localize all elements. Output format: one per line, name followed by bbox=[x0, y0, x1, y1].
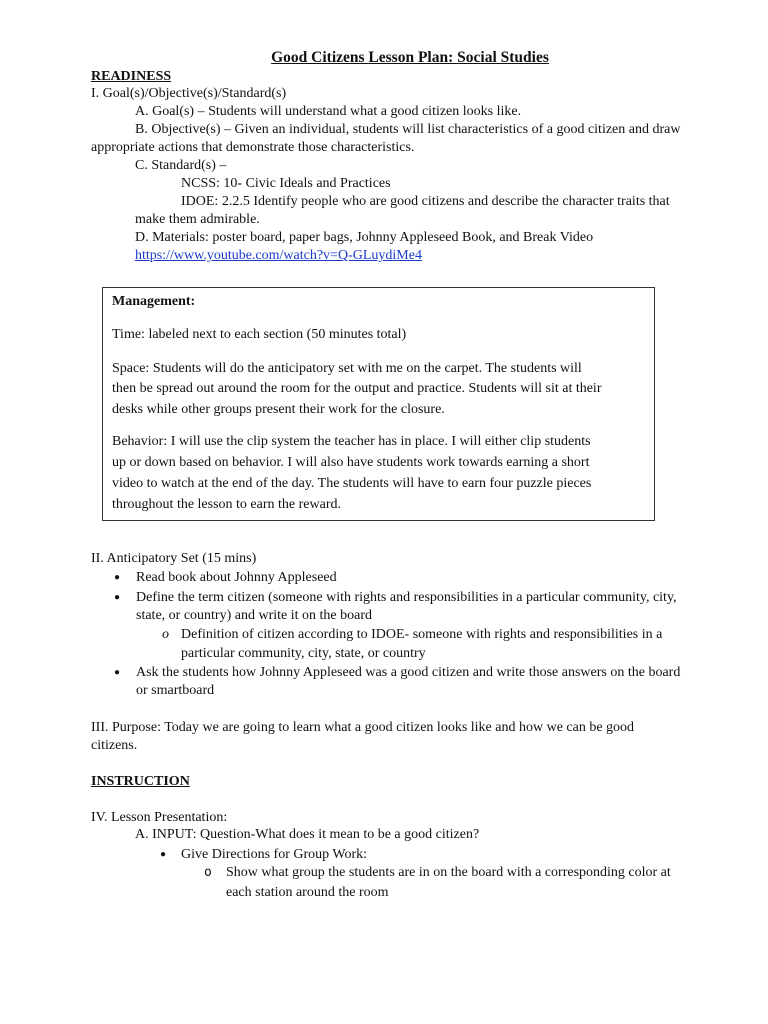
anticipatory-header: II. Anticipatory Set (15 mins) bbox=[91, 551, 257, 566]
management-behavior-line4: throughout the lesson to earn the reward. bbox=[112, 497, 341, 512]
objective-b-line1: B. Objective(s) – Given an individual, students will list characteristics of a good citizen and draw bbox=[135, 122, 681, 137]
bullet-icon: ● bbox=[114, 667, 121, 678]
lesson-presentation-header: IV. Lesson Presentation: bbox=[91, 810, 228, 825]
instruction-heading: INSTRUCTION bbox=[91, 774, 190, 789]
ncss-standard: NCSS: 10- Civic Ideals and Practices bbox=[181, 176, 391, 191]
idoe-standard-line1: IDOE: 2.2.5 Identify people who are good citizens and describe the character traits that bbox=[181, 194, 670, 209]
readiness-heading: READINESS bbox=[91, 69, 172, 84]
management-heading: Management: bbox=[112, 294, 196, 309]
instruction-sub-line2: each station around the room bbox=[226, 885, 389, 900]
management-behavior-line1: Behavior: I will use the clip system the teacher has in place. I will either clip students bbox=[112, 434, 591, 449]
instruction-sub-line1: Show what group the students are in on the board with a corresponding color at bbox=[226, 865, 671, 880]
management-box bbox=[102, 287, 655, 521]
page-title: Good Citizens Lesson Plan: Social Studies bbox=[271, 49, 549, 66]
objective-b-line2: appropriate actions that demonstrate those characteristics. bbox=[91, 140, 415, 155]
management-behavior-line3: video to watch at the end of the day. The students will have to earn four puzzle pieces bbox=[112, 476, 592, 491]
anticipatory-bullet1: Read book about Johnny Appleseed bbox=[136, 570, 337, 585]
input-question: A. INPUT: Question-What does it mean to be a good citizen? bbox=[135, 827, 480, 842]
materials: D. Materials: poster board, paper bags, Johnny Appleseed Book, and Break Video bbox=[135, 230, 594, 245]
goal-a: A. Goal(s) – Students will understand what a good citizen looks like. bbox=[135, 104, 522, 119]
purpose-line2: citizens. bbox=[91, 738, 138, 753]
anticipatory-bullet3-line1: Ask the students how Johnny Appleseed was a good citizen and write those answers on the board bbox=[136, 665, 681, 680]
management-time: Time: labeled next to each section (50 minutes total) bbox=[112, 327, 407, 342]
bullet-icon: ● bbox=[114, 592, 121, 603]
anticipatory-sub1-line1: Definition of citizen according to IDOE- someone with rights and responsibilities in a bbox=[181, 627, 663, 642]
management-behavior-line2: up or down based on behavior. I will also have students work towards earning a short bbox=[112, 455, 590, 470]
goals-header: I. Goal(s)/Objective(s)/Standard(s) bbox=[91, 86, 287, 101]
idoe-standard-line2: make them admirable. bbox=[135, 212, 260, 227]
group-work-directions: Give Directions for Group Work: bbox=[181, 847, 368, 862]
bullet-icon: ● bbox=[160, 849, 167, 860]
management-space-line2: then be spread out around the room for the output and practice. Students will sit at their bbox=[112, 381, 602, 396]
management-space-line3: desks while other groups present their work for the closure. bbox=[112, 402, 445, 417]
sub-marker: o bbox=[204, 865, 212, 880]
anticipatory-bullet3-line2: or smartboard bbox=[136, 683, 215, 698]
bullet-icon: ● bbox=[114, 572, 121, 583]
management-space-line1: Space: Students will do the anticipatory set with me on the carpet. The students will bbox=[112, 361, 582, 376]
video-link[interactable]: https://www.youtube.com/watch?v=Q-GLuydiMe4 bbox=[135, 248, 422, 263]
anticipatory-sub1-line2: particular community, city, state, or country bbox=[181, 646, 426, 661]
anticipatory-bullet2-line1: Define the term citizen (someone with rights and responsibilities in a particular community, city, bbox=[136, 590, 677, 605]
purpose-line1: III. Purpose: Today we are going to learn what a good citizen looks like and how we can be good bbox=[91, 720, 635, 735]
circle-bullet-icon: o bbox=[162, 627, 169, 642]
standard-c: C. Standard(s) – bbox=[135, 158, 227, 173]
anticipatory-bullet2-line2: state, or country) and write it on the board bbox=[136, 608, 372, 623]
